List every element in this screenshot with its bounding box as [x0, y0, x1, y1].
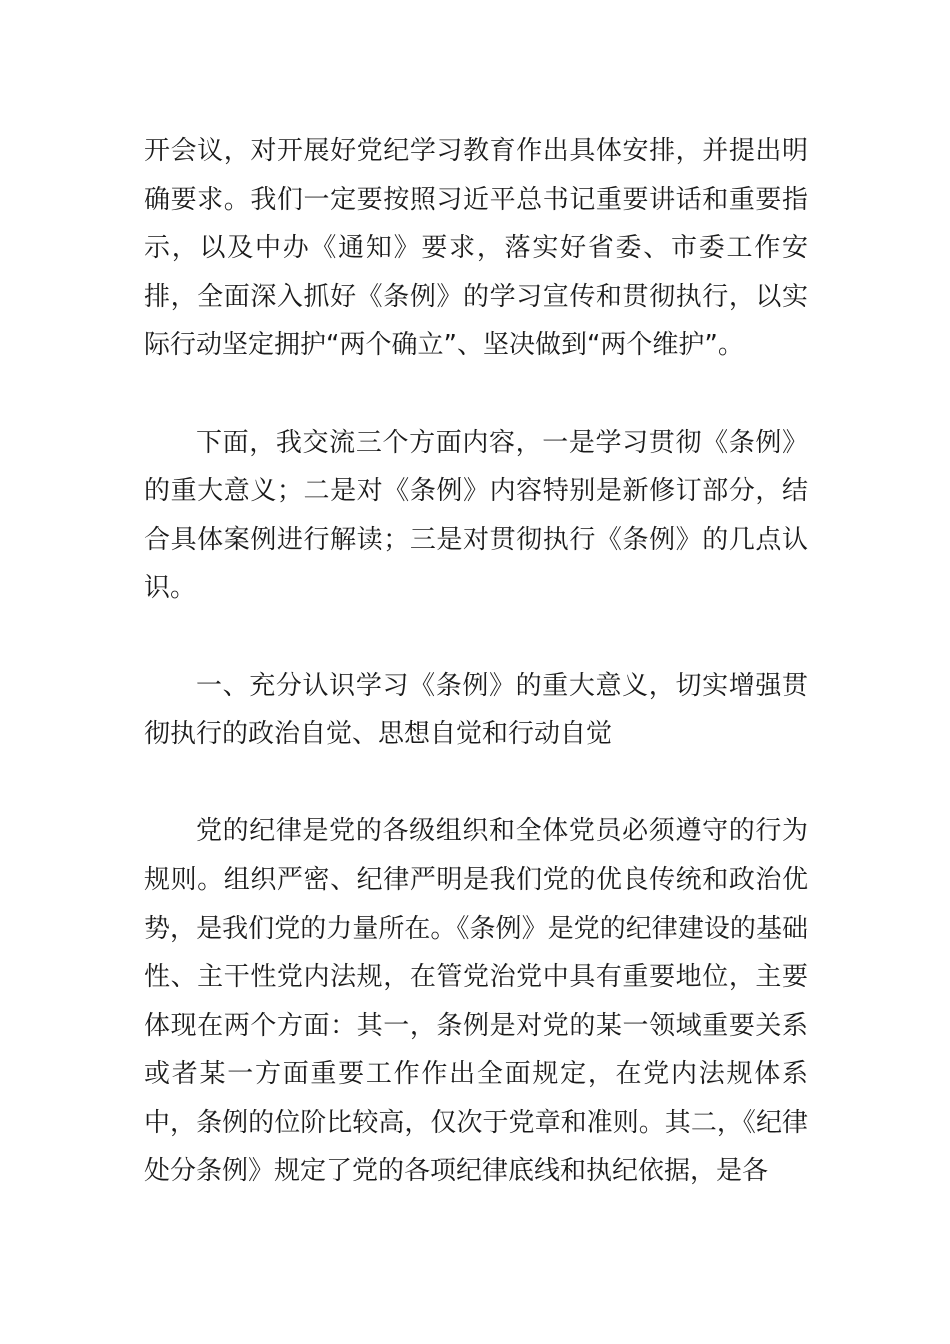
- paragraph-gap: [144, 370, 808, 419]
- section-heading: 一、充分认识学习《条例》的重大意义，切实增强贯彻执行的政治自觉、思想自觉和行动自觉: [144, 670, 808, 750]
- paragraph-gap: [144, 759, 808, 808]
- paragraph-gap: [144, 613, 808, 662]
- paragraph-continued: 开会议，对开展好党纪学习教育作出具体安排，并提出明确要求。我们一定要按照习近平总书记重要讲话和重要指示，以及中办《通知》要求，落实好省委、市委工作安排，全面深入抓好《条例》的学习宣传和贯彻执行，以实际行动坚定拥护“两个确立”、坚决做到“两个维护”。: [144, 136, 808, 361]
- paragraph-body: 党的纪律是党的各级组织和全体党员必须遵守的行为规则。组织严密、纪律严明是我们党的优良传统和政治优势，是我们党的力量所在。《条例》是党的纪律建设的基础性、主干性党内法规，在管党治党中具有重要地位，主要体现在两个方面：其一，条例是对党的某一领域重要关系或者某一方面重要工作作出全面规定，在党内法规体系中，条例的位阶比较高，仅次于党章和准则。其二，《纪律处分条例》规定了党的各项纪律底线和执纪依据，是各: [144, 816, 808, 1187]
- document-body: [144, 127, 808, 1196]
- paragraph-outline: 下面，我交流三个方面内容，一是学习贯彻《条例》的重大意义；二是对《条例》内容特别是新修订部分，结合具体案例进行解读；三是对贯彻执行《条例》的几点认识。: [144, 427, 808, 604]
